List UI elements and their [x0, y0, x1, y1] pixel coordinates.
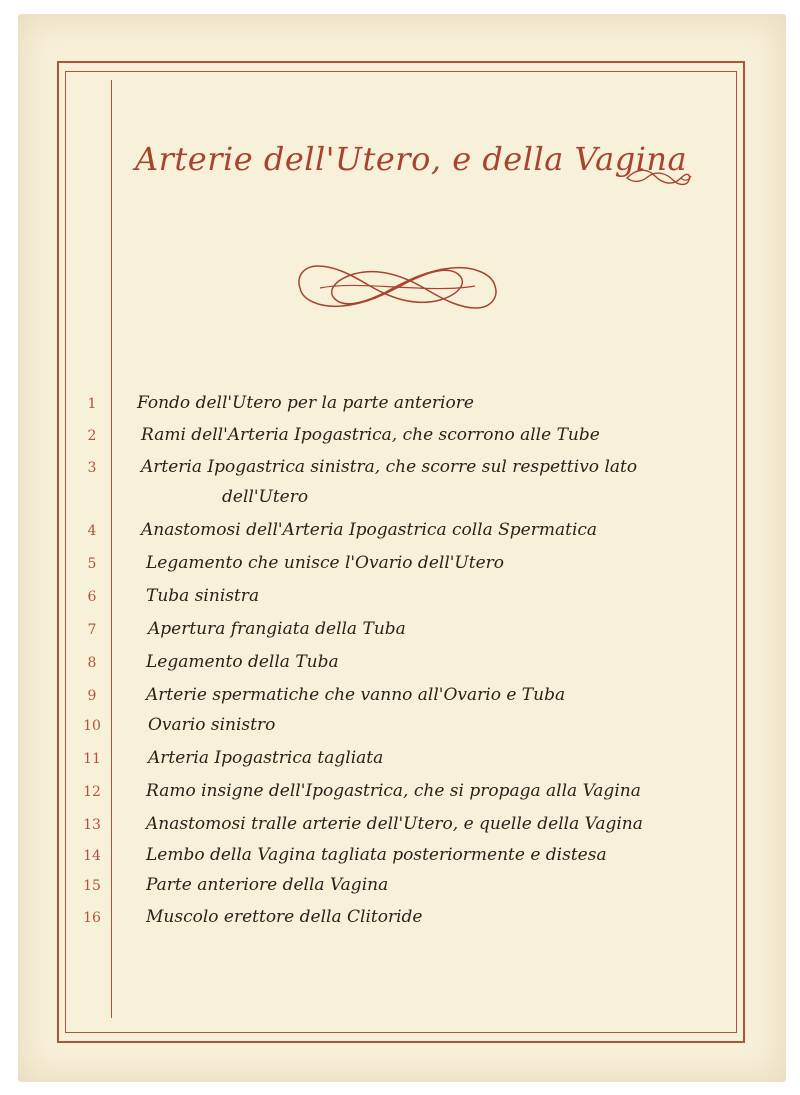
entry-number: 10 [83, 718, 101, 734]
title-flourish-icon [625, 160, 695, 200]
entry-text: Anastomosi tralle arterie dell'Utero, e quelle della Vagina [146, 814, 643, 834]
entry-text: Arteria Ipogastrica tagliata [148, 748, 384, 768]
entry-text: Ovario sinistro [148, 715, 276, 735]
entry-number: 11 [83, 751, 101, 767]
entry-number: 3 [87, 460, 97, 476]
entry-number: 8 [87, 655, 97, 671]
entry-text: Muscolo erettore della Clitoride [146, 907, 423, 927]
entry-text: Tuba sinistra [146, 586, 260, 606]
page-title: Arterie dell'Utero, e della Vagina [135, 140, 688, 178]
entry-text: Lembo della Vagina tagliata posteriormente e distesa [146, 845, 607, 865]
entry-number: 5 [87, 556, 97, 572]
entry-text: Legamento della Tuba [146, 652, 339, 672]
margin-rule [111, 80, 112, 1018]
entry-number: 2 [87, 428, 97, 444]
entry-text: Anastomosi dell'Arteria Ipogastrica colla Spermatica [141, 520, 598, 540]
entry-number: 14 [83, 848, 101, 864]
entry-number: 7 [87, 622, 97, 638]
entry-number: 4 [87, 523, 97, 539]
entry-text: Ramo insigne dell'Ipogastrica, che si propaga alla Vagina [146, 781, 641, 801]
ornamental-flourish-icon [290, 258, 505, 316]
entry-number: 12 [83, 784, 101, 800]
entry-text: Arteria Ipogastrica sinistra, che scorre sul respettivo lato [141, 457, 638, 477]
entry-text: Legamento che unisce l'Ovario dell'Utero [146, 553, 505, 573]
entry-text: Parte anteriore della Vagina [146, 875, 389, 895]
entry-text: Fondo dell'Utero per la parte anteriore [137, 393, 474, 413]
entry-number: 6 [87, 589, 97, 605]
entry-number: 1 [87, 396, 97, 412]
entry-continuation-text: dell'Utero [222, 487, 309, 507]
entry-number: 9 [87, 688, 97, 704]
entry-number: 16 [83, 910, 101, 926]
entry-number: 15 [83, 878, 101, 894]
entry-text: Arterie spermatiche che vanno all'Ovario e Tuba [146, 685, 566, 705]
entry-text: Rami dell'Arteria Ipogastrica, che scorrono alle Tube [141, 425, 600, 445]
entry-text: Apertura frangiata della Tuba [148, 619, 406, 639]
entry-number: 13 [83, 817, 101, 833]
